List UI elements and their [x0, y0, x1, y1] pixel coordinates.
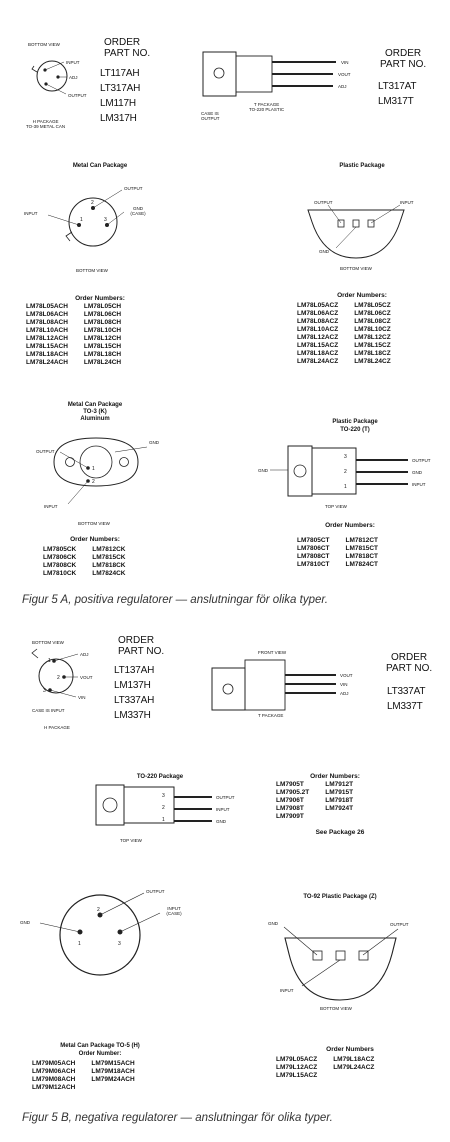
a-tr-pin-adj: ADJ	[338, 84, 347, 89]
a-tl-pin-adj: ADJ	[69, 75, 78, 80]
b-to5-pin-gnd: GND	[20, 920, 30, 925]
b-tr-pin-adj: ADJ	[340, 691, 349, 696]
a-tr-pin-vout: VOUT	[338, 72, 351, 77]
a-to3-title-line2: TO-3 (K)	[83, 409, 107, 415]
a-to220-pin-input: INPUT	[412, 482, 426, 487]
a-mc-order-title: Order Numbers:	[75, 295, 125, 302]
a-pl-pin-input: INPUT	[400, 200, 414, 205]
b-to220-order-title: Order Numbers:	[310, 773, 360, 780]
b-to92-pin-output: OUTPUT	[390, 922, 409, 927]
a-tl-order-word: ORDER	[104, 37, 141, 48]
svg-text:1: 1	[344, 484, 347, 490]
a-plastic-title: Plastic Package	[339, 163, 385, 169]
b-tl-pin-num: 3	[43, 688, 46, 694]
b-tr-pin-vin: VIN	[340, 682, 348, 687]
order-number: LM79M05ACH	[32, 1060, 76, 1067]
b-tl-part: LT337AH	[114, 695, 155, 706]
b-to5-title-line1: Metal Can Package TO-5 (H)	[60, 1043, 140, 1049]
order-number: LM78L05ACZ	[297, 302, 339, 309]
a-to3-view: BOTTOM VIEW	[78, 521, 110, 526]
order-number: LM78L15CZ	[354, 342, 391, 349]
a-to3-order-title: Order Numbers:	[70, 536, 120, 543]
a-to220-tab-gnd: GND	[258, 468, 268, 473]
order-number: LM78L24CZ	[354, 358, 391, 365]
a-tl-view-label: BOTTOM VIEW	[28, 42, 60, 47]
b-to5-pin-num: 3	[118, 941, 121, 947]
svg-text:2: 2	[344, 469, 347, 475]
order-number: LM78L12ACH	[26, 335, 68, 342]
order-number: LM79M06ACH	[32, 1068, 76, 1075]
svg-text:3: 3	[344, 454, 347, 460]
svg-text:1: 1	[92, 466, 95, 472]
order-number: LM7915T	[325, 789, 354, 796]
order-number: LM78L05CZ	[354, 302, 391, 309]
b-to92-view: BOTTOM VIEW	[320, 1006, 352, 1011]
b-to92-title: TO-92 Plastic Package (Z)	[303, 894, 377, 900]
a-to220-pin-output: OUTPUT	[412, 458, 431, 463]
a-pl-pin-gnd: GND	[319, 249, 329, 254]
order-number: LM7924T	[325, 805, 354, 812]
order-number: LM78L12CZ	[354, 334, 391, 341]
b-tl-part: LM137H	[114, 680, 151, 691]
order-number: LM78L10CZ	[354, 326, 391, 333]
order-number: LM7805CT	[297, 537, 330, 544]
b-to220-view: TOP VIEW	[120, 838, 142, 843]
order-number: LM78L18CH	[83, 351, 122, 358]
b-to220-title: TO-220 Package	[136, 774, 184, 780]
b-to220-pin-gnd: GND	[216, 819, 226, 824]
a-mc-pin-gnd: GND (CASE)	[130, 206, 146, 216]
order-number: LM79L05ACZ	[276, 1056, 318, 1063]
order-number: LM78L24ACZ	[297, 358, 339, 365]
b-tl-pin-vout: VOUT	[80, 675, 93, 680]
svg-text:1: 1	[80, 217, 83, 223]
order-number: LM78L18CZ	[354, 350, 391, 357]
a-mc-pin-input: INPUT	[24, 211, 38, 216]
order-number: LM78L05ACH	[26, 303, 68, 310]
b-tl-part: LT137AH	[114, 665, 155, 676]
a-tl-package-line2: TO-39 METAL CAN	[26, 124, 66, 129]
a-tr-part: LM317T	[378, 96, 414, 107]
order-number: LM78L15ACZ	[297, 342, 339, 349]
a-tr-order-word: ORDER	[385, 48, 422, 59]
order-number: LM7810CT	[297, 561, 330, 568]
b-to5-pin-num: 2	[97, 907, 100, 913]
a-tr-partno-word: PART NO.	[380, 59, 427, 70]
b-tr-pin-vout: VOUT	[340, 673, 353, 678]
a-tr-case-line1: CASE IS	[201, 111, 219, 116]
order-number: LM7812CK	[92, 546, 126, 553]
b-tl-pin-vin: VIN	[78, 695, 86, 700]
order-number: LM78L05CH	[83, 303, 122, 310]
order-number: LM78L06CZ	[354, 310, 391, 317]
b-tr-part: LT337AT	[387, 686, 426, 697]
b-to220-pin-num: 1	[162, 817, 165, 823]
b-to220-see-package: See Package 26	[315, 829, 365, 836]
order-number: LM78L08ACH	[26, 319, 68, 326]
b-tl-package: H PACKAGE	[44, 725, 70, 730]
order-number: LM7815CT	[345, 545, 379, 552]
a-tr-package-line1: T PACKAGE	[253, 102, 280, 107]
order-number: LM7810CK	[43, 570, 77, 577]
order-number: LM7806CT	[297, 545, 330, 552]
order-number: LM7906T	[276, 797, 304, 804]
order-number: LM79M08ACH	[32, 1076, 76, 1083]
order-number: LM78L08ACZ	[297, 318, 339, 325]
order-number: LM7812CT	[345, 537, 379, 544]
a-to220-order-title: Order Numbers:	[325, 522, 375, 529]
b-tl-pin-num: 1	[48, 658, 51, 664]
b-tl-case: CASE IS INPUT	[32, 708, 65, 713]
b-tr-order-word: ORDER	[391, 652, 428, 663]
a-to3-title-line3: Aluminum	[80, 416, 110, 422]
b-to5-title	[30, 1042, 170, 1058]
a-mc-pin-output: OUTPUT	[124, 186, 143, 191]
a-to3-pin-input: INPUT	[44, 504, 58, 509]
a-to220-title-line1: Plastic Package	[332, 419, 378, 425]
order-number: LM78L18ACH	[26, 351, 68, 358]
b-to220-pin-num: 3	[162, 793, 165, 799]
a-tl-pin-input: INPUT	[66, 60, 80, 65]
order-number: LM79L12ACZ	[276, 1064, 318, 1071]
a-tr-package-line2: TO-220 PLASTIC	[249, 107, 285, 112]
order-number: LM7806CK	[43, 554, 77, 561]
order-number: LM78L10CH	[83, 327, 122, 334]
svg-text:2: 2	[91, 200, 94, 206]
b-tr-view-label: FRONT VIEW	[258, 650, 287, 655]
a-tl-pin-output: OUTPUT	[68, 93, 87, 98]
a-pl-view: BOTTOM VIEW	[340, 266, 372, 271]
a-metal-can-title: Metal Can Package	[72, 163, 128, 169]
b-to92-pin-input: INPUT	[280, 988, 294, 993]
a-tl-part: LT117AH	[100, 68, 140, 79]
b-tr-part: LM337T	[387, 701, 423, 712]
order-number: LM7905.2T	[276, 789, 310, 796]
b-tl-order-word: ORDER	[118, 635, 155, 646]
order-number: LM7918T	[325, 797, 354, 804]
order-number: LM78L10ACH	[26, 327, 68, 334]
order-number: LM78L24CH	[83, 359, 122, 366]
order-number: LM78L10ACZ	[297, 326, 339, 333]
order-number: LM7818CK	[92, 562, 126, 569]
order-number: LM7815CK	[92, 554, 126, 561]
b-tl-view-label: BOTTOM VIEW	[32, 640, 64, 645]
b-tl-pin-num: 2	[57, 675, 60, 681]
a-to3-title-line1: Metal Can Package	[67, 402, 123, 408]
order-number: LM79M24ACH	[91, 1076, 135, 1083]
order-number: LM7905T	[276, 781, 304, 788]
order-number: LM7808CK	[43, 562, 77, 569]
b-tl-pin-adj: ADJ	[80, 652, 89, 657]
b-to5-pin-input: INPUT (CASE)	[166, 906, 182, 916]
a-tr-pin-vin: VIN	[341, 60, 349, 65]
order-number: LM79L24ACZ	[333, 1064, 375, 1071]
order-number: LM78L18ACZ	[297, 350, 339, 357]
a-tr-case-line2: OUTPUT	[201, 116, 220, 121]
a-to3-pin-gnd: GND	[149, 440, 159, 445]
order-number: LM79M15ACH	[91, 1060, 135, 1067]
a-to220-pin-gnd: GND	[412, 470, 422, 475]
svg-text:2: 2	[92, 479, 95, 485]
a-tl-package-line1: H PACKAGE	[32, 119, 59, 124]
order-number: LM79L18ACZ	[333, 1056, 375, 1063]
b-to92-pin-gnd: GND	[268, 921, 278, 926]
a-tl-part: LM117H	[100, 98, 136, 109]
b-to5-title-line2: Order Number:	[78, 1051, 122, 1057]
order-number: LM78L08CH	[83, 319, 122, 326]
order-number: LM78L06CH	[83, 311, 122, 318]
b-to220-pin-num: 2	[162, 805, 165, 811]
b-tl-partno-word: PART NO.	[118, 646, 165, 657]
a-pl-pin-output: OUTPUT	[314, 200, 333, 205]
order-number: LM78L12CH	[83, 335, 122, 342]
order-number: LM78L12ACZ	[297, 334, 339, 341]
b-tr-package: T PACKAGE	[258, 713, 284, 718]
order-number: LM79M12ACH	[32, 1084, 76, 1091]
a-pl-order-title: Order Numbers:	[337, 292, 387, 299]
figure-5a-caption: Figur 5 A, positiva regulatorer — anslutningar för olika typer.	[22, 594, 328, 606]
order-number: LM7912T	[325, 781, 354, 788]
order-number: LM78L06ACH	[26, 311, 68, 318]
a-to220-title-line2: TO-220 (T)	[340, 427, 370, 433]
b-to92-order-grid	[276, 1056, 374, 1080]
a-to3-pin-output: OUTPUT	[36, 449, 55, 454]
order-number: LM7805CK	[43, 546, 77, 553]
b-to5-order-grid	[32, 1060, 135, 1092]
a-tl-part: LT317AH	[100, 83, 141, 94]
a-tr-part: LT317AT	[378, 81, 417, 92]
b-to220-pin-output: OUTPUT	[216, 795, 235, 800]
order-number: LM7908T	[276, 805, 304, 812]
order-number: LM7824CT	[345, 561, 379, 568]
b-tr-partno-word: PART NO.	[386, 663, 433, 674]
b-tl-part: LM337H	[114, 710, 151, 721]
a-tl-partno-word: PART NO.	[104, 48, 151, 59]
order-number: LM78L15ACH	[26, 343, 68, 350]
a-to220-view: TOP VIEW	[325, 504, 347, 509]
order-number: LM7824CK	[92, 570, 126, 577]
order-number: LM7808CT	[297, 553, 330, 560]
figure-5b-caption: Figur 5 B, negativa regulatorer — anslutningar för olika typer.	[22, 1112, 333, 1124]
order-number: LM79M18ACH	[91, 1068, 135, 1075]
order-number: LM78L24ACH	[26, 359, 68, 366]
order-number: LM78L08CZ	[354, 318, 391, 325]
b-to220-pin-input: INPUT	[216, 807, 230, 812]
order-number: LM78L15CH	[83, 343, 122, 350]
order-number: LM7818CT	[345, 553, 379, 560]
b-to92-order-title: Order Numbers	[326, 1046, 374, 1053]
b-to5-pin-output: OUTPUT	[146, 889, 165, 894]
b-to5-pin-num: 1	[78, 941, 81, 947]
a-mc-view: BOTTOM VIEW	[76, 268, 108, 273]
order-number: LM78L06ACZ	[297, 310, 339, 317]
order-number: LM79L15ACZ	[276, 1072, 318, 1079]
order-number: LM7909T	[276, 813, 304, 820]
svg-text:3: 3	[104, 217, 107, 223]
a-tl-part: LM317H	[100, 113, 137, 124]
